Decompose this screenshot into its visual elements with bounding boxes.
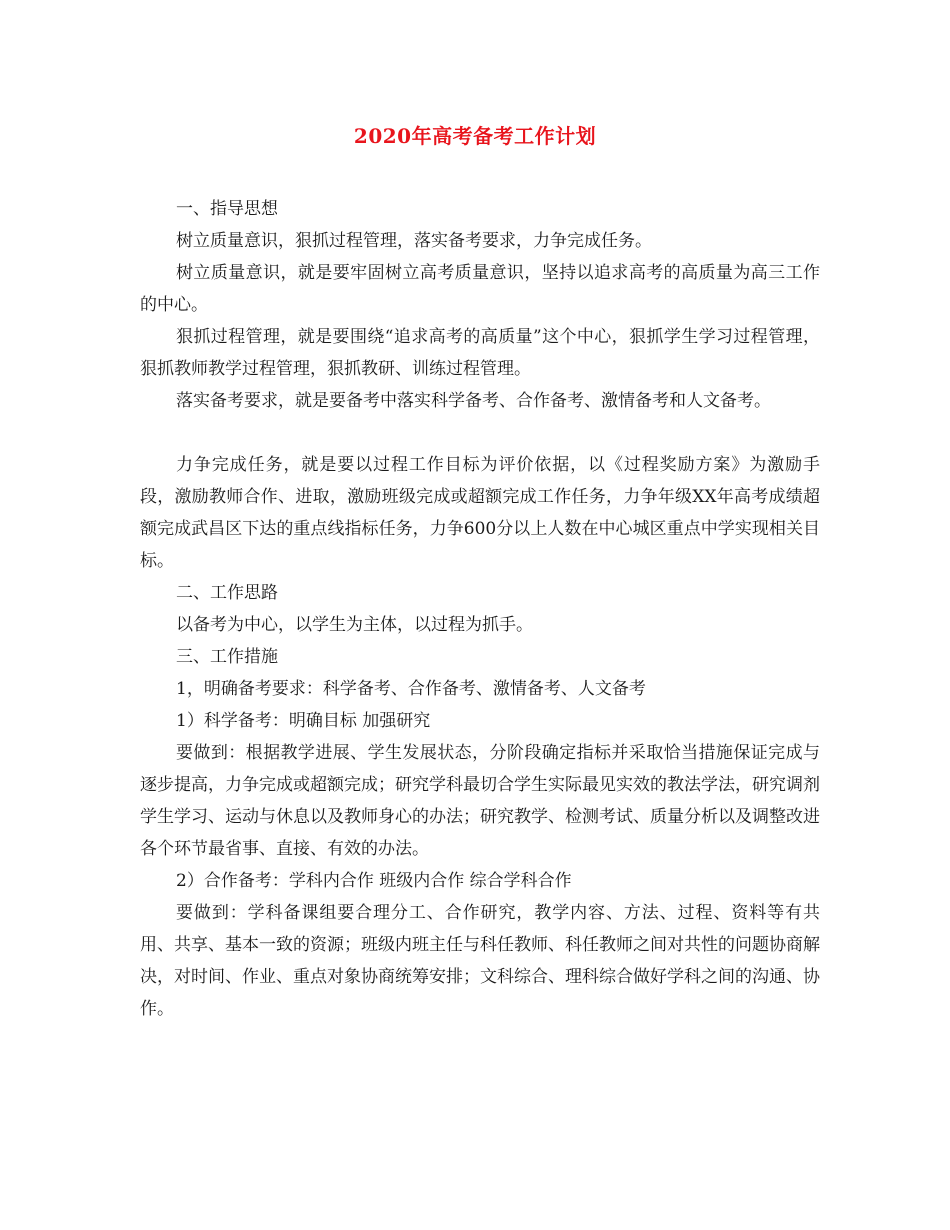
document-body [140, 193, 820, 1025]
paragraph: 1，明确备考要求：科学备考、合作备考、激情备考、人文备考 [176, 679, 646, 699]
section-heading-work-approach: 二、工作思路 [176, 583, 278, 603]
section-heading-work-measures: 三、工作措施 [176, 647, 278, 667]
paragraph: 要做到：学科备课组要合理分工、合作研究，教学内容、方法、过程、资料等有共用、共享、基本一致的资源；班级内班主任与科任教师、科任教师之间对共性的问题协商解决，对时间、作业、重点对象协商统筹安排；文科综合、理科综合做好学科之间的沟通、协作。 [140, 903, 820, 1019]
paragraph: 以备考为中心，以学生为主体，以过程为抓手。 [176, 615, 533, 635]
paragraph: 落实备考要求，就是要备考中落实科学备考、合作备考、激情备考和人文备考。 [176, 391, 771, 411]
blank-line [140, 417, 820, 449]
section-heading-guiding-thought: 一、指导思想 [176, 199, 278, 219]
document-title: 2020年高考备考工作计划 [353, 124, 597, 148]
sub-heading-cooperative-preparation: 2）合作备考：学科内合作 班级内合作 综合学科合作 [176, 871, 572, 891]
paragraph: 树立质量意识，就是要牢固树立高考质量意识，坚持以追求高考的高质量为高三工作的中心。 [140, 263, 820, 315]
paragraph: 力争完成任务，就是要以过程工作目标为评价依据，以《过程奖励方案》为激励手段，激励教师合作、进取，激励班级完成或超额完成工作任务，力争年级XX年高考成绩超额完成武昌区下达的重点线指标任务，力争600分以上人数在中心城区重点中学实现相关目标。 [140, 455, 820, 571]
paragraph: 狠抓过程管理，就是要围绕“追求高考的高质量”这个中心，狠抓学生学习过程管理，狠抓教师教学过程管理，狠抓教研、训练过程管理。 [140, 327, 820, 379]
paragraph: 要做到：根据教学进展、学生发展状态，分阶段确定指标并采取恰当措施保证完成与逐步提高，力争完成或超额完成；研究学科最切合学生实际最见实效的教法学法，研究调剂学生学习、运动与休息以及教师身心的办法；研究教学、检测考试、质量分析以及调整改进各个环节最省事、直接、有效的办法。 [140, 743, 820, 859]
sub-heading-scientific-preparation: 1）科学备考：明确目标 加强研究 [176, 711, 431, 731]
paragraph: 树立质量意识，狠抓过程管理，落实备考要求，力争完成任务。 [176, 231, 652, 251]
